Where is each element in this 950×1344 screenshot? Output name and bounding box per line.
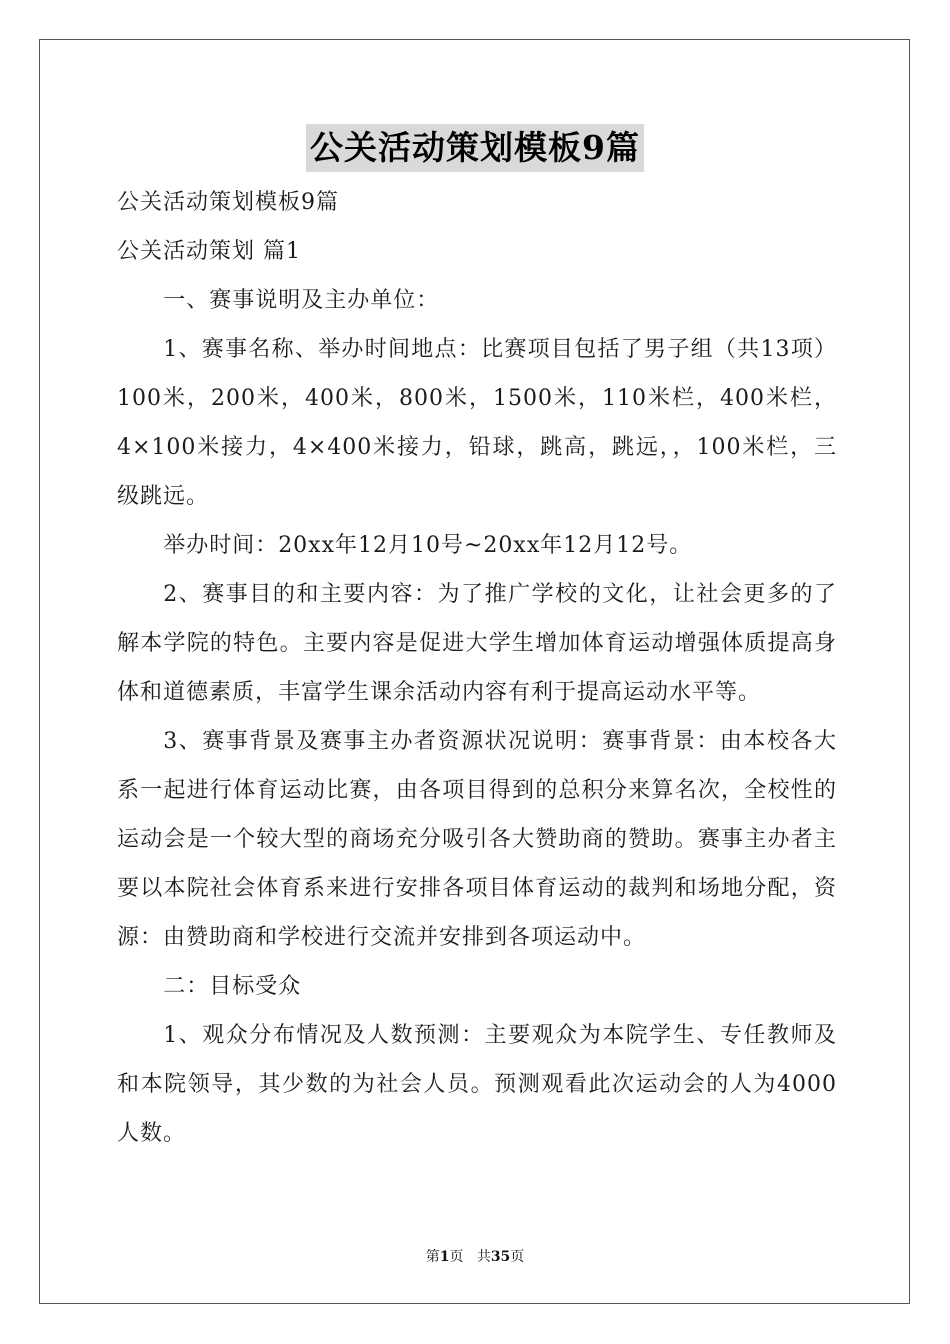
footer-total-prefix: 共: [476, 1249, 491, 1265]
footer-page-current: 1: [439, 1249, 450, 1265]
paragraph: 1、赛事名称、举办时间地点：比赛项目包括了男子组（共13项）100米，200米，400米，800米，1500米，110米栏，400米栏，4×100米接力，4×400米接力，铅球，跳高，跳远，，100米栏，三级跳远。: [117, 337, 837, 509]
paragraph: 2、赛事目的和主要内容：为了推广学校的文化，让社会更多的了解本学院的特色。主要内容是促进大学生增加体育运动增强体质提高身体和道德素质，丰富学生课余活动内容有利于提高运动水平等。: [117, 582, 837, 705]
section-heading: 公关活动策划 篇1: [117, 239, 301, 264]
paragraph: 3、赛事背景及赛事主办者资源状况说明：赛事背景：由本校各大系一起进行体育运动比赛，由各项目得到的总积分来算名次，全校性的运动会是一个较大型的商场充分吸引各大赞助商的赞助。赛事主办者主要以本院社会体育系来进行安排各项目体育运动的裁判和场地分配，资源：由赞助商和学校进行交流并安排到各项运动中。: [117, 729, 837, 950]
page-footer: [0, 1247, 950, 1267]
footer-page-suffix: 页: [449, 1249, 464, 1265]
subtitle-line: 公关活动策划模板9篇: [117, 190, 339, 215]
paragraph: 举办时间：20xx年12月10号~20xx年12月12号。: [163, 533, 693, 558]
footer-page-total: 35: [490, 1249, 511, 1265]
paragraph: 1、观众分布情况及人数预测：主要观众为本院学生、专任教师及和本院领导，其少数的为社会人员。预测观看此次运动会的人为4000人数。: [117, 1023, 837, 1146]
footer-page-prefix: 第: [425, 1249, 440, 1265]
title-container: [0, 124, 950, 172]
document-body: [117, 178, 837, 1158]
paragraph: 一、赛事说明及主办单位：: [163, 288, 440, 313]
paragraph: 二：目标受众: [163, 974, 302, 999]
footer-total-suffix: 页: [510, 1249, 525, 1265]
document-title: 公关活动策划模板9篇: [306, 124, 644, 172]
